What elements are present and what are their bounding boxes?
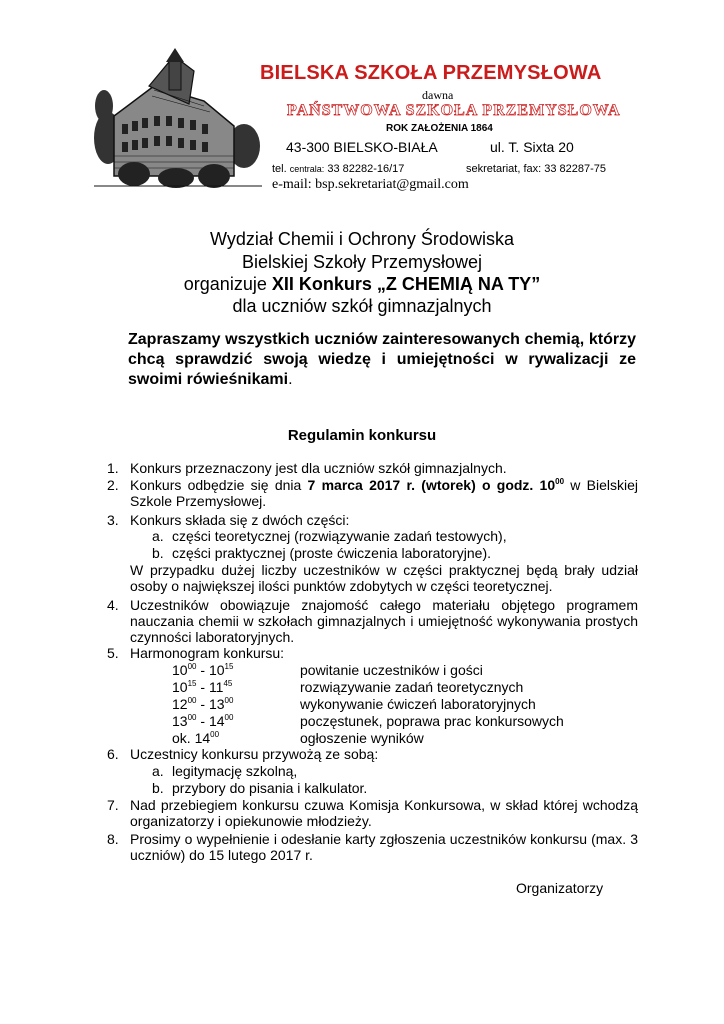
invitation-period: . <box>288 371 293 388</box>
contest-date: 7 marca 2017 r. (wtorek) o godz. 10 <box>307 477 556 493</box>
sub-label: a. <box>152 763 164 779</box>
former-school-name: PAŃSTWOWA SZKOŁA PRZEMYSŁOWA <box>287 102 621 119</box>
item-8-text: Prosimy o wypełnienie i odesłanie karty zgłoszenia uczestników konkursu (max. 3 uczniów) do 15 lutego 2017 r. <box>130 831 638 863</box>
schedule-time: $10^{00} - 10^{15}$ <box>172 662 234 678</box>
item-number: 5. <box>107 645 119 661</box>
formerly-label: dawna <box>422 88 454 102</box>
telephone <box>272 163 404 175</box>
email-address[interactable]: e-mail: bsp.sekretariat@gmail.com <box>272 177 469 192</box>
schedule-time: ok. $14^{00}$ <box>172 730 220 746</box>
tel-number: 33 82282-16/17 <box>327 163 405 175</box>
invitation-text: Zapraszamy wszystkich uczniów zainteresowanych chemią, którzy chcą sprawdzić swoją wiedzę i umiejętności w rywalizacji ze swoimi rówieśnikami <box>128 331 636 388</box>
contest-name: XII Konkurs „Z CHEMIĄ NA TY” <box>271 274 541 294</box>
intro-audience: dla uczniów szkół gimnazjalnych <box>232 296 492 316</box>
item-6b-text: przybory do pisania i kalkulator. <box>172 780 368 796</box>
sub-label: b. <box>152 780 164 796</box>
item-number: 6. <box>107 746 119 762</box>
invitation-paragraph <box>128 330 636 390</box>
schedule-activity: rozwiązywanie zadań teoretycznych <box>300 679 524 695</box>
school-building-icon <box>94 46 262 196</box>
item-6a-text: legitymację szkolną, <box>172 763 298 779</box>
item-3-note: W przypadku dużej liczby uczestników w części praktycznej będą brały udział osoby o największej ilości punktów zdobytych w części teoretycznej. <box>130 562 638 594</box>
contest-time-minutes: 00 <box>555 477 565 486</box>
item-2-text <box>130 477 638 509</box>
tel-label: tel. <box>272 163 287 175</box>
item-number: 4. <box>107 597 119 613</box>
intro-school: Bielskiej Szkoły Przemysłowej <box>241 252 483 272</box>
sub-label: b. <box>152 545 164 561</box>
street-address: ul. T. Sixta 20 <box>490 139 574 155</box>
item-number: 8. <box>107 831 119 847</box>
item-3-text: Konkurs składa się z dwóch części: <box>130 512 350 528</box>
intro-contest <box>0 274 724 295</box>
postal-city: 43-300 BIELSKO-BIAŁA <box>286 139 438 155</box>
schedule-time: $13^{00} - 14^{00}$ <box>172 713 234 729</box>
school-name: BIELSKA SZKOŁA PRZEMYSŁOWA <box>260 62 602 84</box>
intro-department: Wydział Chemii i Ochrony Środowiska <box>210 229 514 249</box>
secretariat-fax: sekretariat, fax: 33 82287-75 <box>466 163 607 175</box>
item-3b-text: części praktycznej (proste ćwiczenia laboratoryjne). <box>172 545 492 561</box>
item-2-post: w Bielskiej Szkole Przemysłowej. <box>130 477 638 509</box>
signature: Organizatorzy <box>516 880 604 896</box>
regulations-title: Regulamin konkursu <box>287 427 437 444</box>
tel-central-label: centrala: <box>289 164 325 174</box>
item-6-text: Uczestnicy konkursu przywożą ze sobą: <box>130 746 379 762</box>
schedule-activity: wykonywanie ćwiczeń laboratoryjnych <box>300 696 536 712</box>
sub-label: a. <box>152 528 164 544</box>
schedule-time: $12^{00} - 13^{00}$ <box>172 696 234 712</box>
intro-organizes: organizuje <box>183 274 272 294</box>
founded-year: ROK ZAŁOŻENIA 1864 <box>386 123 493 134</box>
item-3a-text: części teoretycznej (rozwiązywanie zadań testowych), <box>172 528 507 544</box>
item-number: 3. <box>107 512 119 528</box>
school-building-logo <box>94 46 262 196</box>
schedule-time: $10^{15} - 11^{45}$ <box>172 679 233 695</box>
item-2-pre: Konkurs odbędzie się dnia <box>130 477 308 493</box>
item-7-text: Nad przebiegiem konkursu czuwa Komisja Konkursowa, w skład której wchodzą organizatorzy i opiekunowie młodzieży. <box>130 797 638 829</box>
item-number: 2. <box>107 477 119 493</box>
item-number: 1. <box>107 460 119 476</box>
item-5-text: Harmonogram konkursu: <box>130 645 285 661</box>
schedule-activity: ogłoszenie wyników <box>300 730 424 746</box>
item-1-text: Konkurs przeznaczony jest dla uczniów szkół gimnazjalnych. <box>130 460 507 476</box>
item-4-text: Uczestników obowiązuje znajomość całego materiału objętego programem nauczania chemii w szkołach gimnazjalnych i umiejętność wykonywania prostych czynności laboratoryjnych. <box>130 597 638 645</box>
schedule-activity: poczęstunek, poprawa prac konkursowych <box>300 713 564 729</box>
item-number: 7. <box>107 797 119 813</box>
schedule-activity: powitanie uczestników i gości <box>300 662 483 678</box>
